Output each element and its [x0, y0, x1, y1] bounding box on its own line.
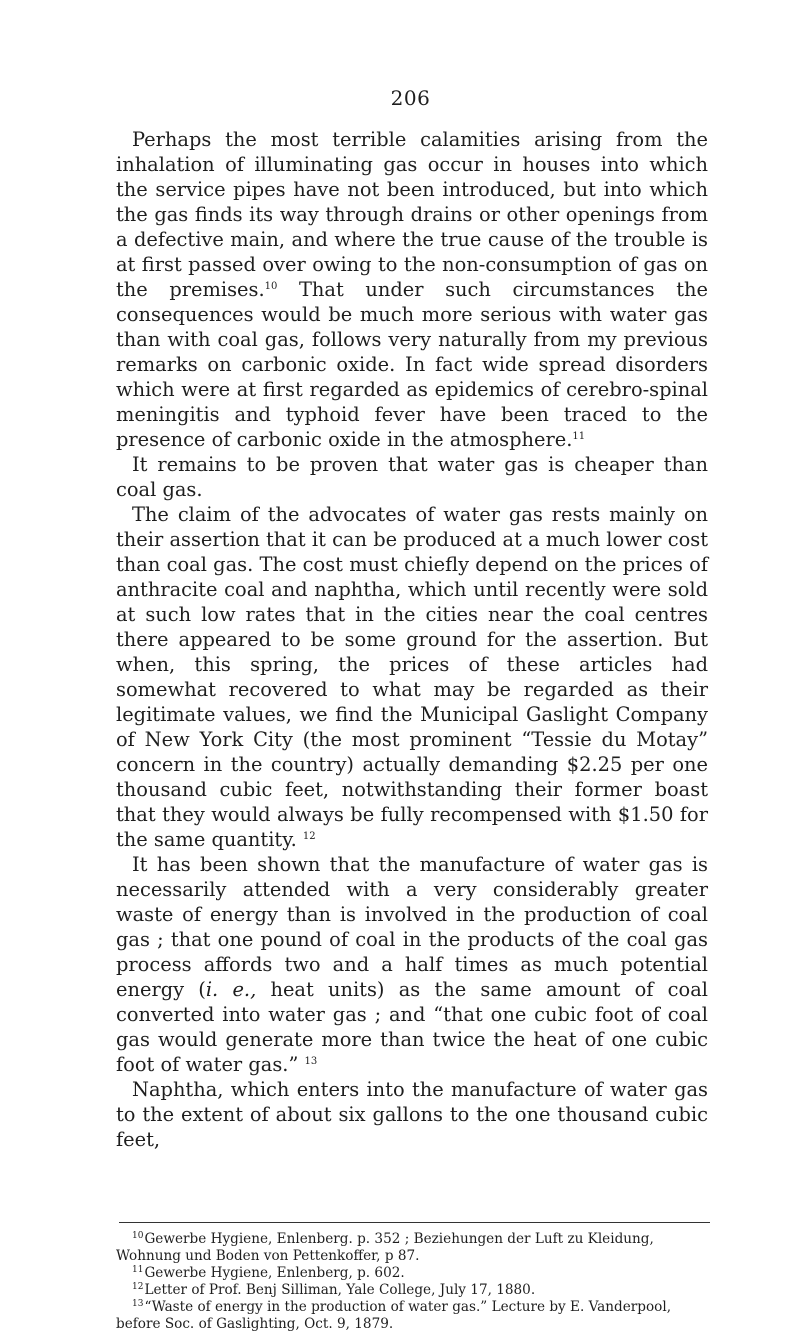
paragraph	[116, 502, 708, 852]
footnote-reference: 13	[304, 1056, 318, 1067]
footnote	[116, 1282, 711, 1299]
footnote-divider	[119, 1222, 710, 1223]
page-number: 206	[390, 86, 431, 110]
body-text	[116, 127, 708, 1152]
paragraph	[116, 852, 708, 1077]
footnote-number: 11	[132, 1265, 144, 1275]
footnote-reference: 10	[264, 281, 278, 292]
text-run: Perhaps the most terrible calamities arising from the inhalation of illuminating gas occur in houses into which the service pipes have not been introduced, but into which the gas finds its way through drains or other openings from a defective main, and where the true cause of the trouble is at first passed over owing to the non-consumption of gas on the premises.	[116, 128, 708, 301]
text-run: It remains to be proven that water gas is cheaper than coal gas.	[116, 453, 708, 501]
italic-text: i. e.,	[205, 978, 257, 1001]
paragraph	[116, 127, 708, 452]
footnote-text: “Waste of energy in the production of water gas.” Lecture by E. Vanderpool, before Soc. of Gaslighting, Oct. 9, 1879.	[116, 1299, 672, 1332]
text-run: Naphtha, which enters into the manufacture of water gas to the extent of about six gallons to the one thousand cubic feet,	[116, 1078, 708, 1151]
paragraph	[116, 1077, 708, 1152]
footnote-number: 12	[132, 1282, 144, 1292]
footnote-text: Gewerbe Hygiene, Enlenberg. p. 352 ; Beziehungen der Luft zu Kleidung, Wohnung und Boden von Pettenkoffer, p 87.	[116, 1231, 654, 1264]
footnote	[116, 1231, 711, 1265]
footnote-reference: 11	[572, 431, 586, 442]
footnote	[116, 1299, 711, 1333]
footnote	[116, 1265, 711, 1282]
text-run: It has been shown that the manufacture of water gas is necessarily attended with a very considerably greater waste of energy than is involved in the production of coal gas ; that one pound of coal in the products of the coal gas process affords two and a half times as much potential energy (	[116, 853, 708, 1001]
text-run: That under such circumstances the consequences would be much more serious with water gas than with coal gas, follows very naturally from my previous remarks on carbonic oxide. In fact wide spread disorders which were at first regarded as epidemics of cerebro-spinal meningitis and typhoid fever have been traced to the presence of carbonic oxide in the atmosphere.	[116, 278, 708, 451]
footnotes	[116, 1231, 711, 1333]
footnote-number: 10	[132, 1231, 144, 1241]
footnote-number: 13	[132, 1299, 144, 1309]
footnote-text: Letter of Prof. Benj Silliman, Yale College, July 17, 1880.	[144, 1282, 536, 1298]
footnote-text: Gewerbe Hygiene, Enlenberg, p. 602.	[144, 1265, 405, 1281]
text-run: The claim of the advocates of water gas rests mainly on their assertion that it can be produced at a much lower cost than coal gas. The cost must chiefly depend on the prices of anthracite coal and naphtha, which until recently were sold at such low rates that in the cities near the coal centres there appeared to be some ground for the assertion. But when, this spring, the prices of these articles had somewhat recovered to what may be regarded as their legitimate values, we find the Municipal Gaslight Company of New York City (the most prominent “Tessie du Motay” concern in the country) actually demanding $2.25 per one thousand cubic feet, notwithstanding their former boast that they would always be fully recompensed with $1.50 for the same quantity.	[116, 503, 708, 851]
footnote-reference: 12	[302, 831, 316, 842]
paragraph	[116, 452, 708, 502]
text-run: heat units) as the same amount of coal converted into water gas ; and “that one cubic foot of coal gas would generate more than twice the heat of one cubic foot of water gas.”	[116, 978, 708, 1076]
